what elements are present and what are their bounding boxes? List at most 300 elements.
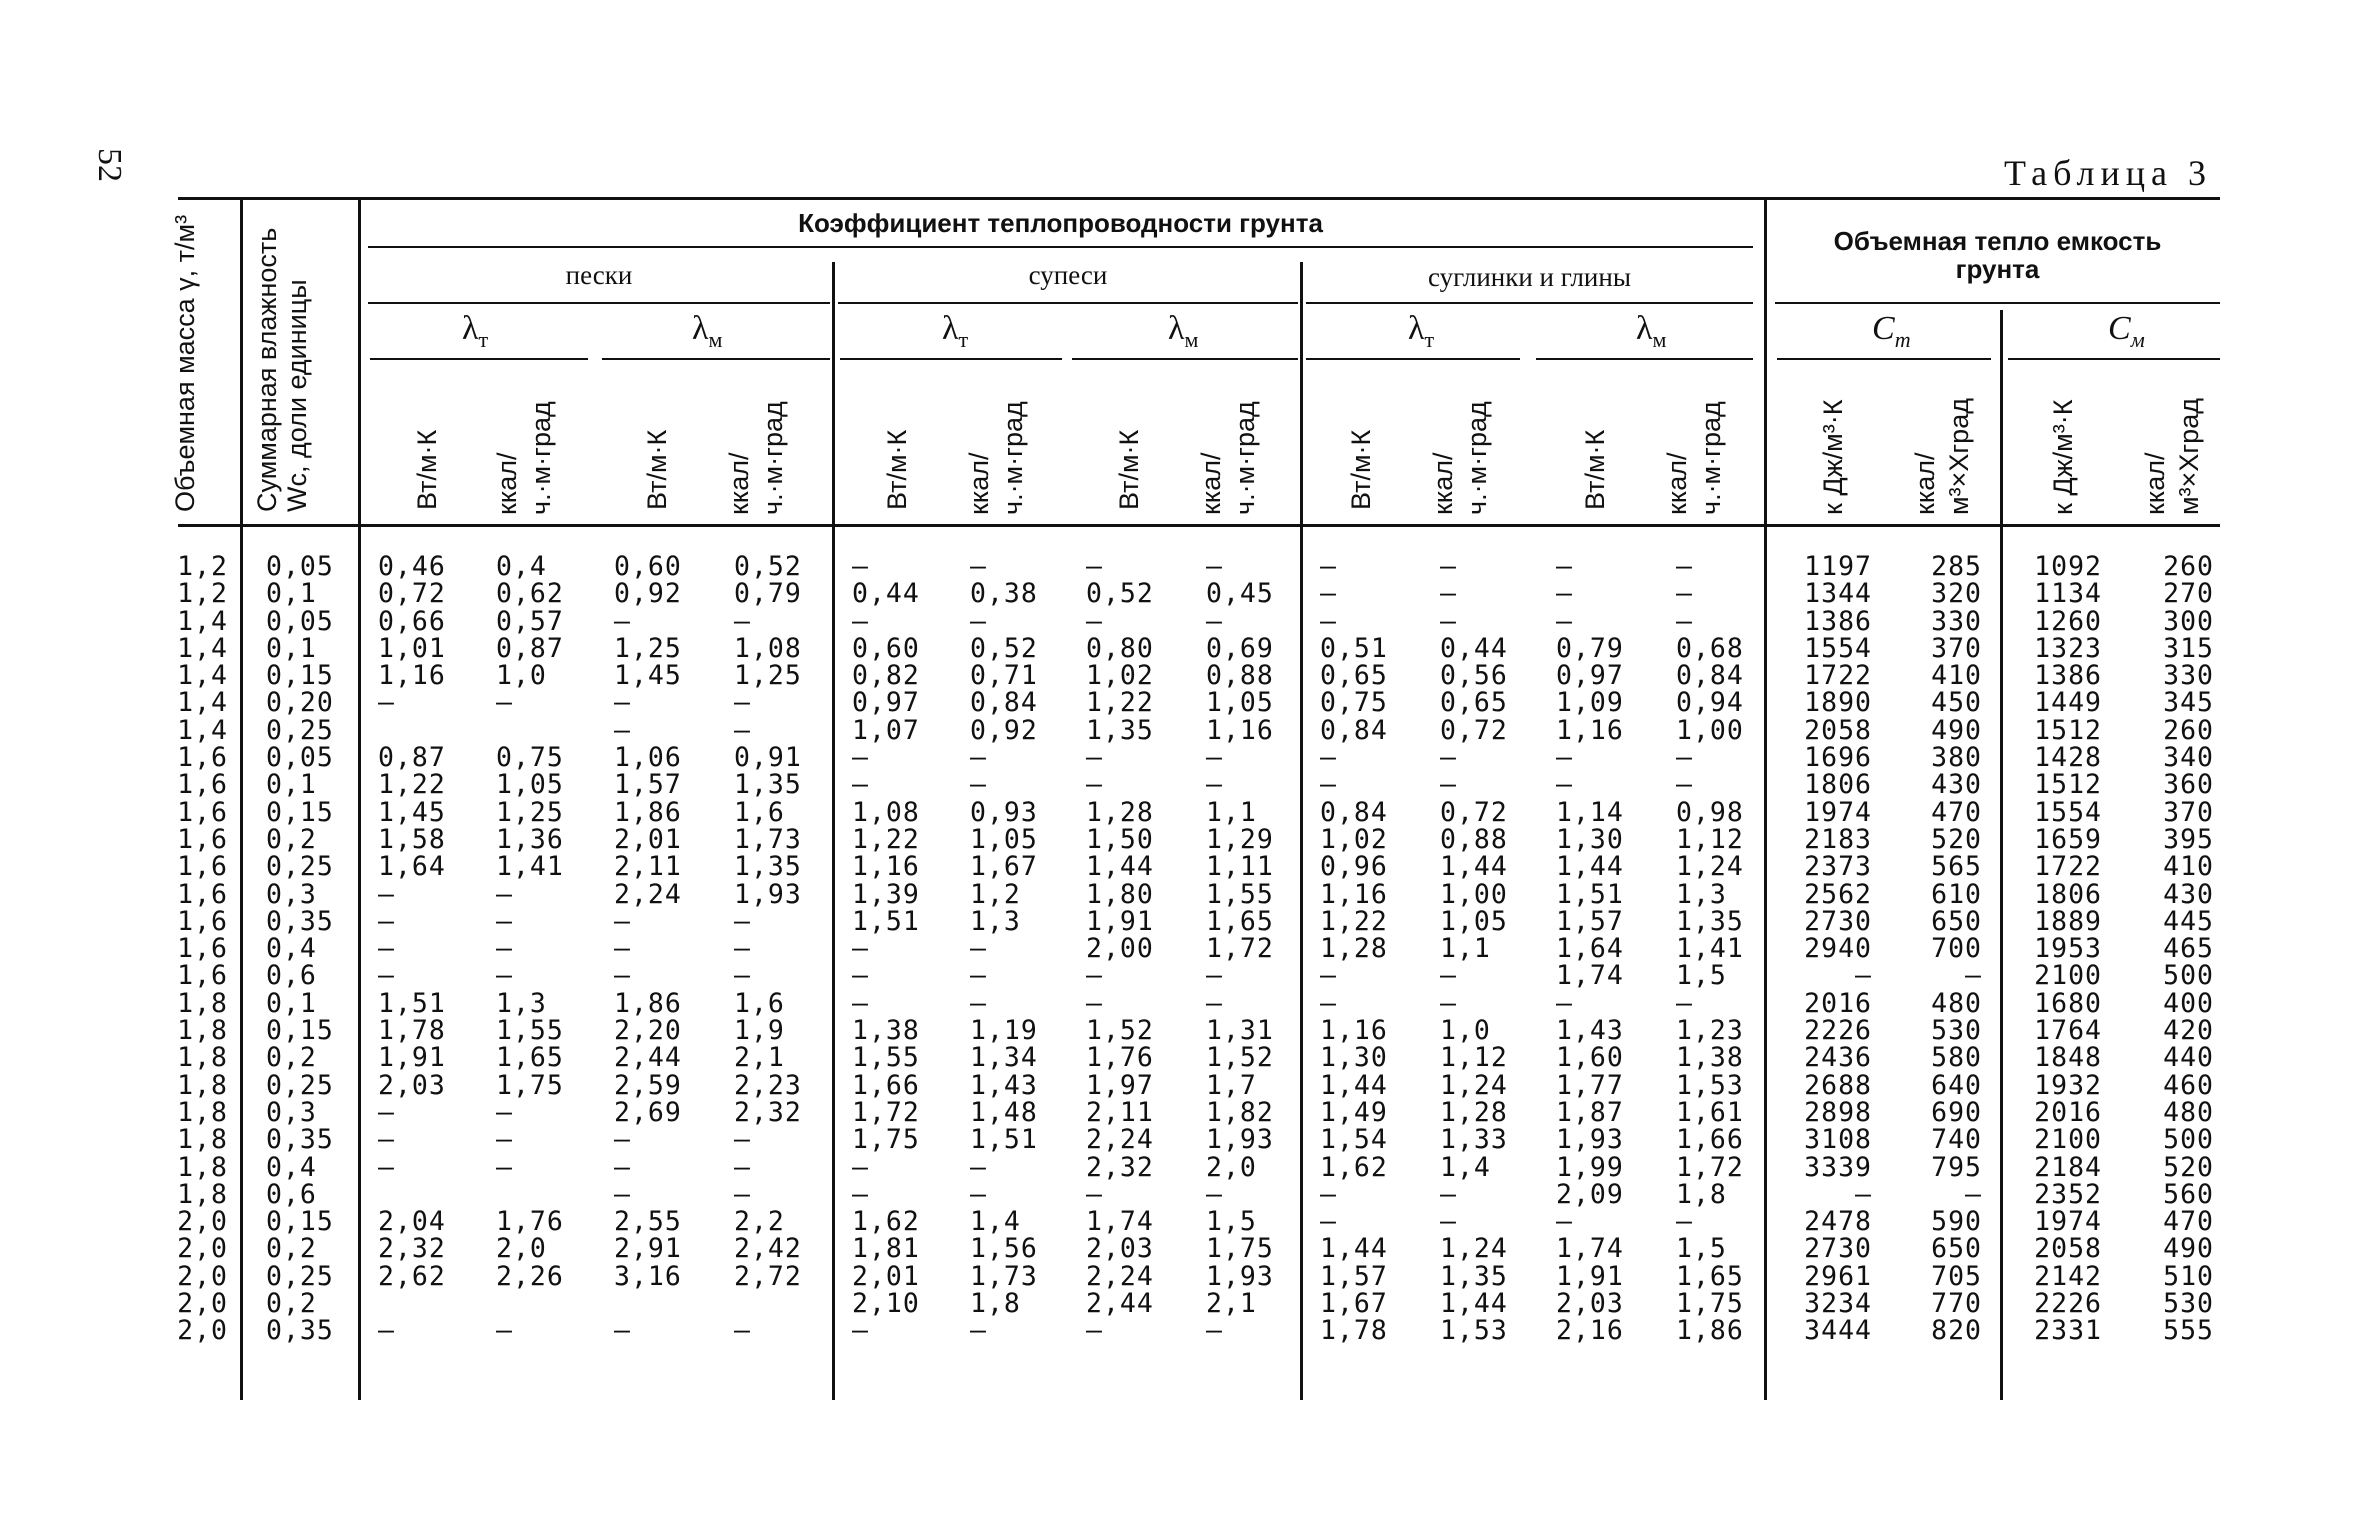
- table-cell: 0,35: [266, 1124, 334, 1156]
- table-cell: 395: [2163, 823, 2214, 855]
- col-cl-lt-w: [1320, 553, 1410, 1345]
- table-cell: —: [852, 551, 869, 582]
- col-sl-lt-k: [970, 553, 1060, 1345]
- table-cell: 2,2: [734, 1206, 785, 1238]
- table-cell: 1848: [2034, 1042, 2102, 1074]
- table-cell: 1,57: [1320, 1260, 1388, 1292]
- table-cell: 0,57: [496, 605, 564, 637]
- table-cell: —: [496, 1096, 513, 1128]
- table-cell: 0,52: [970, 632, 1038, 664]
- table-cell: 1,41: [496, 851, 564, 883]
- c-sub: м: [2130, 326, 2145, 352]
- header-soil-sand: пески: [565, 260, 633, 290]
- table-cell: 1323: [2034, 632, 2102, 664]
- table-cell: 2331: [2034, 1315, 2102, 1347]
- table-cell: 1,93: [734, 878, 802, 910]
- table-cell: [496, 1290, 586, 1317]
- table-cell: 795: [1931, 1151, 1982, 1183]
- table-cell: 445: [2163, 905, 2214, 937]
- table-cell: 2,0: [177, 1260, 228, 1292]
- table-cell: 0,05: [266, 742, 334, 774]
- table-cell: 260: [2163, 551, 2214, 582]
- table-cell: 500: [2163, 960, 2214, 992]
- lambda-sub: т: [1424, 326, 1435, 352]
- table-cell: 650: [1931, 1233, 1982, 1265]
- table-cell: 610: [1931, 878, 1982, 910]
- table-cell: 1,5: [1676, 1233, 1727, 1265]
- table-cell: 1,72: [1206, 933, 1274, 965]
- table-cell: 1,7: [1206, 1069, 1257, 1101]
- table-cell: 1,3: [496, 987, 547, 1019]
- table-cell: 1,43: [1556, 1015, 1624, 1047]
- table-cell: 330: [1931, 605, 1982, 637]
- table-cell: 2,10: [852, 1288, 920, 1320]
- table-cell: —: [734, 1124, 751, 1156]
- header-c-t: [1872, 310, 1911, 353]
- table-cell: 1,65: [1206, 905, 1274, 937]
- unit-sand-lm-si: Вт/м·К: [642, 429, 672, 510]
- page-number: 52: [91, 148, 128, 182]
- table-cell: 0,45: [1206, 578, 1274, 610]
- table-cell: 340: [2163, 742, 2214, 774]
- table-cell: 0,66: [378, 605, 446, 637]
- table-cell: 0,65: [1440, 687, 1508, 719]
- table-cell: 1,81: [852, 1233, 920, 1265]
- table-cell: —: [1086, 605, 1103, 637]
- table-cell: 2,1: [734, 1042, 785, 1074]
- table-cell: 1,6: [177, 905, 228, 937]
- table-cell: 1,4: [177, 714, 228, 746]
- table-cell: 1,22: [1320, 905, 1388, 937]
- col-ct-kj: [1780, 553, 1872, 1345]
- table-cell: 0,93: [970, 796, 1038, 828]
- table-cell: 0,84: [1320, 796, 1388, 828]
- unit-ct-kj: к Дж/м³·К: [1818, 399, 1848, 515]
- table-cell: 1890: [1804, 687, 1872, 719]
- table-cell: 2058: [2034, 1233, 2102, 1265]
- table-cell: —: [1440, 1178, 1457, 1210]
- table-cell: 1,12: [1676, 823, 1744, 855]
- table-cell: —: [1440, 551, 1457, 582]
- table-cell: 1,86: [1676, 1315, 1744, 1347]
- table-cell: 320: [1931, 578, 1982, 610]
- table-cell: 1,82: [1206, 1096, 1274, 1128]
- table-cell: —: [852, 742, 869, 774]
- table-cell: 2373: [1804, 851, 1872, 883]
- table-cell: —: [378, 1151, 395, 1183]
- table-cell: 1,35: [1676, 905, 1744, 937]
- table-cell: 3108: [1804, 1124, 1872, 1156]
- table-cell: 1,6: [734, 796, 785, 828]
- table-cell: 285: [1931, 551, 1982, 582]
- table-cell: 0,4: [266, 933, 317, 965]
- table-cell: 1,5: [1676, 960, 1727, 992]
- table-cell: —: [614, 605, 631, 637]
- table-cell: 1,38: [852, 1015, 920, 1047]
- table-cell: 2,03: [1556, 1288, 1624, 1320]
- table-cell: 1,38: [1676, 1042, 1744, 1074]
- table-cell: 740: [1931, 1124, 1982, 1156]
- table-cell: —: [734, 687, 751, 719]
- header-sl-lambda-m: [1168, 310, 1198, 353]
- table-cell: 0,44: [852, 578, 920, 610]
- table-cell: 1,16: [1206, 714, 1274, 746]
- table-cell: 500: [2163, 1124, 2214, 1156]
- table-cell: 1,8: [177, 987, 228, 1019]
- table-cell: —: [1440, 605, 1457, 637]
- table-cell: 1,2: [177, 578, 228, 610]
- lambda-rule-2: [602, 358, 830, 360]
- table-cell: 1,08: [852, 796, 920, 828]
- table-cell: —: [496, 878, 513, 910]
- table-cell: 520: [1931, 823, 1982, 855]
- table-cell: 3234: [1804, 1288, 1872, 1320]
- table-cell: 1,5: [1206, 1206, 1257, 1238]
- table-cell: —: [852, 605, 869, 637]
- table-cell: —: [378, 1124, 395, 1156]
- header-moisture: Суммарная влажность Wс, доли единицы: [252, 227, 312, 512]
- table-cell: 1,72: [852, 1096, 920, 1128]
- header-capacity-line2: грунта: [1955, 254, 2040, 284]
- header-c-m: [2108, 310, 2145, 353]
- table-cell: —: [614, 1151, 631, 1183]
- table-cell: 1764: [2034, 1015, 2102, 1047]
- table-cell: 0,75: [496, 742, 564, 774]
- unit-ct-kcal: ккал/м³×Xград: [1910, 398, 1974, 515]
- header-cl-lambda-t: [1408, 310, 1434, 353]
- table-cell: 2100: [2034, 960, 2102, 992]
- table-cell: 1,73: [970, 1260, 1038, 1292]
- table-cell: —: [1206, 769, 1223, 801]
- table-cell: 2,24: [1086, 1260, 1154, 1292]
- col-sl-lt-w: [852, 553, 942, 1345]
- table-cell: —: [1440, 960, 1457, 992]
- table-cell: 470: [2163, 1206, 2214, 1238]
- table-cell: 1,2: [177, 551, 228, 582]
- table-cell: 1,76: [496, 1206, 564, 1238]
- table-cell: 0,25: [266, 851, 334, 883]
- table-cell: 0,1: [266, 632, 317, 664]
- table-cell: 1,64: [1556, 933, 1624, 965]
- table-cell: —: [734, 714, 751, 746]
- lambda-symbol: λ: [942, 310, 959, 347]
- table-cell: —: [1206, 960, 1223, 992]
- header-sand-lambda-t: [462, 310, 488, 353]
- table-cell: 0,15: [266, 796, 334, 828]
- table-cell: 480: [2163, 1096, 2214, 1128]
- table-cell: 2,44: [614, 1042, 682, 1074]
- table-cell: 1,41: [1676, 933, 1744, 965]
- table-cell: 1,44: [1440, 1288, 1508, 1320]
- table-cell: 0,25: [266, 1069, 334, 1101]
- table-cell: 2961: [1804, 1260, 1872, 1292]
- table-cell: —: [496, 905, 513, 937]
- table-cell: —: [378, 960, 395, 992]
- table-cell: 0,72: [1440, 796, 1508, 828]
- table-cell: —: [614, 1315, 631, 1347]
- table-cell: [378, 1181, 468, 1208]
- table-cell: 1,25: [496, 796, 564, 828]
- unit-sand-lt-kcal: ккал/ч.·м·град: [492, 401, 556, 515]
- table-cell: 2,00: [1086, 933, 1154, 965]
- table-cell: 2730: [1804, 905, 1872, 937]
- table-cell: —: [970, 551, 987, 582]
- table-cell: —: [970, 769, 987, 801]
- table-cell: —: [1086, 960, 1103, 992]
- table-cell: 1,39: [852, 878, 920, 910]
- table-cell: 1,30: [1320, 1042, 1388, 1074]
- table-cell: 1,05: [496, 769, 564, 801]
- table-cell: 1889: [2034, 905, 2102, 937]
- table-cell: 2,32: [378, 1233, 446, 1265]
- table-cell: 1,25: [614, 632, 682, 664]
- table-cell: 1,02: [1086, 660, 1154, 692]
- table-cell: —: [1320, 1178, 1337, 1210]
- table-cell: 2,59: [614, 1069, 682, 1101]
- table-cell: 1,16: [852, 851, 920, 883]
- table-cell: 1,33: [1440, 1124, 1508, 1156]
- table-cell: —: [1206, 742, 1223, 774]
- header-soil-sandy-loam: супеси: [1028, 260, 1108, 290]
- table-cell: —: [734, 960, 751, 992]
- table-cell: —: [970, 1151, 987, 1183]
- table-cell: 1,8: [177, 1069, 228, 1101]
- header-density: Объемная масса γ, т/м³: [170, 214, 200, 512]
- table-cell: 450: [1931, 687, 1982, 719]
- lambda-sub: м: [708, 326, 723, 352]
- header-capacity-line1: Объемная тепло емкость: [1833, 226, 2162, 256]
- table-cell: 1,62: [852, 1206, 920, 1238]
- table-cell: 1,86: [614, 796, 682, 828]
- table-cell: 0,52: [1086, 578, 1154, 610]
- table-cell: 1806: [2034, 878, 2102, 910]
- lambda-symbol: λ: [1408, 310, 1425, 347]
- col-ct-kcal: [1920, 553, 1982, 1345]
- table-cell: 1,53: [1676, 1069, 1744, 1101]
- table-cell: 1,44: [1556, 851, 1624, 883]
- lambda-symbol: λ: [692, 310, 709, 347]
- table-cell: 530: [2163, 1288, 2214, 1320]
- table-cell: 700: [1931, 933, 1982, 965]
- table-cell: 1,3: [970, 905, 1021, 937]
- table-cell: 1,9: [734, 1015, 785, 1047]
- table-cell: 1,78: [1320, 1315, 1388, 1347]
- table-cell: 1,00: [1440, 878, 1508, 910]
- table-cell: 260: [2163, 714, 2214, 746]
- table-cell: 1,12: [1440, 1042, 1508, 1074]
- table-cell: 1449: [2034, 687, 2102, 719]
- table-cell: 1,65: [1676, 1260, 1744, 1292]
- table-cell: —: [1320, 1206, 1337, 1238]
- table-cell: —: [614, 1124, 631, 1156]
- table-cell: 1,0: [1440, 1015, 1491, 1047]
- table-cell: —: [496, 1151, 513, 1183]
- table-cell: —: [1965, 960, 1982, 992]
- lambda-rule-4: [1072, 358, 1298, 360]
- table-cell: 1,65: [496, 1042, 564, 1074]
- table-cell: 1,52: [1206, 1042, 1274, 1074]
- table-cell: 330: [2163, 660, 2214, 692]
- table-cell: 460: [2163, 1069, 2214, 1101]
- table-cell: 0,97: [1556, 660, 1624, 692]
- table-cell: —: [1320, 578, 1337, 610]
- table-cell: 1,93: [1206, 1124, 1274, 1156]
- table-cell: 1,07: [852, 714, 920, 746]
- table-cell: 380: [1931, 742, 1982, 774]
- col-cm-kj: [2010, 553, 2102, 1345]
- table-cell: 1,93: [1556, 1124, 1624, 1156]
- table-cell: —: [1320, 605, 1337, 637]
- table-cell: —: [1086, 987, 1103, 1019]
- table-cell: 2,03: [1086, 1233, 1154, 1265]
- table-cell: 530: [1931, 1015, 1982, 1047]
- table-cell: 0,69: [1206, 632, 1274, 664]
- soil-rule-clay: [1306, 302, 1753, 304]
- table-cell: —: [1086, 1178, 1103, 1210]
- unit-cm-kj: к Дж/м³·К: [2048, 399, 2078, 515]
- table-cell: 1,35: [1440, 1260, 1508, 1292]
- table-cell: 0,44: [1440, 632, 1508, 664]
- lambda-symbol: λ: [462, 310, 479, 347]
- table-cell: —: [1556, 987, 1573, 1019]
- table-cell: —: [852, 933, 869, 965]
- table-cell: 1,8: [970, 1288, 1021, 1320]
- table-cell: 0,35: [266, 905, 334, 937]
- table-cell: 0,87: [378, 742, 446, 774]
- table-cell: —: [1206, 551, 1223, 582]
- table-cell: 1,51: [1556, 878, 1624, 910]
- table-cell: 0,52: [734, 551, 802, 582]
- table-cell: —: [1855, 1178, 1872, 1210]
- table-cell: 490: [1931, 714, 1982, 746]
- col-cl-lm-w: [1556, 553, 1646, 1345]
- table-cell: —: [970, 1178, 987, 1210]
- header-cl-lambda-m: [1636, 310, 1666, 353]
- table-cell: 0,65: [1320, 660, 1388, 692]
- table-cell: 1,02: [1320, 823, 1388, 855]
- table-cell: 1,23: [1676, 1015, 1744, 1047]
- table-cell: 0,72: [378, 578, 446, 610]
- table-cell: 0,15: [266, 660, 334, 692]
- table-cell: 1932: [2034, 1069, 2102, 1101]
- table-cell: 1,44: [1440, 851, 1508, 883]
- table-cell: 1680: [2034, 987, 2102, 1019]
- table-cell: 0,20: [266, 687, 334, 719]
- table-cell: 1,87: [1556, 1096, 1624, 1128]
- table-cell: 2016: [2034, 1096, 2102, 1128]
- table-cell: —: [852, 769, 869, 801]
- table-cell: —: [1676, 769, 1693, 801]
- table-cell: 0,6: [266, 1178, 317, 1210]
- table-cell: 0,72: [1440, 714, 1508, 746]
- table-cell: 270: [2163, 578, 2214, 610]
- table-cell: 1,4: [1440, 1151, 1491, 1183]
- lambda-rule-3: [840, 358, 1062, 360]
- table-cell: —: [1556, 551, 1573, 582]
- table-cell: 1,99: [1556, 1151, 1624, 1183]
- table-cell: 1,6: [177, 960, 228, 992]
- table-cell: 0,4: [496, 551, 547, 582]
- table-cell: —: [970, 605, 987, 637]
- table-cell: 0,6: [266, 960, 317, 992]
- table-cell: 0,2: [266, 1233, 317, 1265]
- table-cell: 1,29: [1206, 823, 1274, 855]
- table-cell: 0,25: [266, 714, 334, 746]
- table-cell: —: [1086, 551, 1103, 582]
- table-cell: 2,0: [496, 1233, 547, 1265]
- table-cell: —: [1086, 769, 1103, 801]
- table-cell: 1,8: [177, 1124, 228, 1156]
- table-cell: 2940: [1804, 933, 1872, 965]
- table-cell: —: [852, 960, 869, 992]
- table-cell: 1,2: [970, 878, 1021, 910]
- table-cell: 1,8: [1676, 1178, 1727, 1210]
- table-cell: 2,62: [378, 1260, 446, 1292]
- table-cell: 3444: [1804, 1315, 1872, 1347]
- table-cell: 2058: [1804, 714, 1872, 746]
- table-cell: —: [496, 687, 513, 719]
- table-cell: 1386: [2034, 660, 2102, 692]
- table-cell: 0,60: [614, 551, 682, 582]
- table-cell: 1554: [1804, 632, 1872, 664]
- table-cell: 370: [1931, 632, 1982, 664]
- table-cell: 1,4: [177, 660, 228, 692]
- header-sand-lambda-m: [692, 310, 722, 353]
- table-cell: 1,24: [1676, 851, 1744, 883]
- table-cell: [378, 1290, 468, 1317]
- table-cell: 1386: [1804, 605, 1872, 637]
- table-cell: [614, 1290, 704, 1317]
- table-title: Таблица 3: [2004, 153, 2212, 193]
- table-cell: 0,94: [1676, 687, 1744, 719]
- table-cell: —: [1440, 742, 1457, 774]
- table-cell: 1,66: [1676, 1124, 1744, 1156]
- table-cell: 2,0: [177, 1315, 228, 1347]
- table-cell: 1,3: [1676, 878, 1727, 910]
- table-cell: 1,16: [1556, 714, 1624, 746]
- table-cell: 1260: [2034, 605, 2102, 637]
- table-cell: 2478: [1804, 1206, 1872, 1238]
- table-cell: 370: [2163, 796, 2214, 828]
- table-cell: —: [734, 905, 751, 937]
- table-cell: —: [496, 1124, 513, 1156]
- table-cell: —: [970, 933, 987, 965]
- table-cell: 2,20: [614, 1015, 682, 1047]
- table-cell: —: [1320, 742, 1337, 774]
- table-cell: 0,88: [1206, 660, 1274, 692]
- table-cell: —: [1676, 551, 1693, 582]
- header-sl-lambda-t: [942, 310, 968, 353]
- col-sand-lm-w: [614, 553, 704, 1345]
- table-cell: 2100: [2034, 1124, 2102, 1156]
- header-conductivity: Коэффициент теплопроводности грунта: [798, 208, 1323, 238]
- table-cell: 0,62: [496, 578, 564, 610]
- table-cell: 1,05: [1440, 905, 1508, 937]
- table-cell: 2,32: [1086, 1151, 1154, 1183]
- table-cell: —: [1440, 987, 1457, 1019]
- table-cell: 1554: [2034, 796, 2102, 828]
- table-cell: —: [614, 714, 631, 746]
- table-cell: 2,04: [378, 1206, 446, 1238]
- table-cell: 2,0: [177, 1233, 228, 1265]
- table-cell: 1,60: [1556, 1042, 1624, 1074]
- table-cell: —: [1676, 742, 1693, 774]
- table-cell: —: [1676, 605, 1693, 637]
- table-cell: 2,01: [852, 1260, 920, 1292]
- table-cell: 0,84: [970, 687, 1038, 719]
- table-cell: —: [1556, 605, 1573, 637]
- table-cell: 1974: [1804, 796, 1872, 828]
